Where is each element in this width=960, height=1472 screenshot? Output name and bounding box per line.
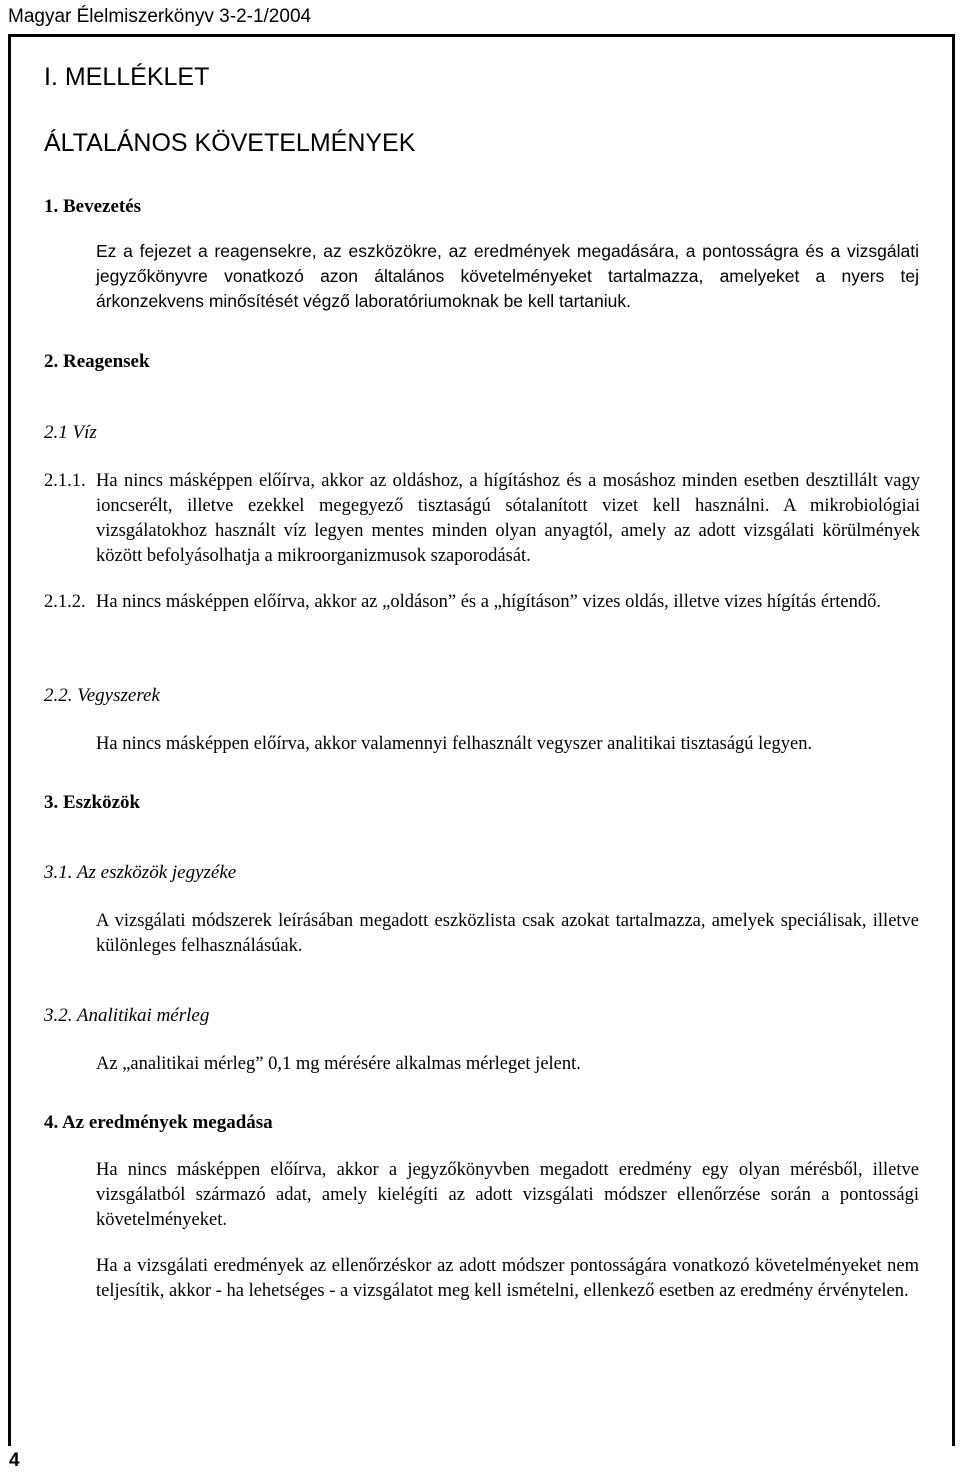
item-2-1-2-number: 2.1.2. bbox=[44, 592, 86, 612]
document-header-title: Magyar Élelmiszerkönyv 3-2-1/2004 bbox=[8, 6, 312, 27]
section-4-heading: 4. Az eredmények megadása bbox=[44, 1112, 273, 1133]
section-3-2-paragraph: Az „analitikai mérleg” 0,1 mg mérésére alkalmas mérleget jelent. bbox=[96, 1054, 581, 1074]
section-3-heading: 3. Eszközök bbox=[44, 792, 141, 813]
section-1-paragraph: Ez a fejezet a reagensekre, az eszközökre, az eredmények megadására, a pontosságra és a vizsgálati jegyzőkönyvre vonatkozó azon általános követelményeket tartalmazza, amelyeket a nyers tej árkonzekvens minősítését végző laboratóriumoknak be kell tartaniuk. bbox=[96, 241, 919, 311]
section-1-heading: 1. Bevezetés bbox=[44, 196, 142, 217]
section-3-1-paragraph: A vizsgálati módszerek leírásában megadott eszközlista csak azokat tartalmazza, amelyek speciálisak, illetve különleges felhasználásúak. bbox=[96, 911, 919, 956]
section-2-2-paragraph: Ha nincs másképpen előírva, akkor valamennyi felhasznált vegyszer analitikai tisztaságú legyen. bbox=[96, 734, 813, 754]
item-2-1-2 bbox=[44, 590, 920, 642]
item-2-1-2-text: Ha nincs másképpen előírva, akkor az „oldáson” és a „hígításon” vizes oldás, illetve vizes hígítás értendő. bbox=[96, 592, 881, 612]
section-3-1-heading: 3.1. Az eszközök jegyzéke bbox=[44, 862, 237, 883]
item-2-1-1 bbox=[44, 469, 920, 569]
section-2-2-heading: 2.2. Vegyszerek bbox=[44, 685, 160, 706]
section-2-1-heading: 2.1 Víz bbox=[44, 422, 97, 443]
section-4-paragraph-2: Ha a vizsgálati eredmények az ellenőrzéskor az adott módszer pontosságára vonatkozó követelményeket nem teljesítik, akkor - ha lehetséges - a vizsgálatot meg kell ismételni, ellenkező esetben az eredmény érvénytelen. bbox=[96, 1256, 919, 1301]
main-title: ÁLTALÁNOS KÖVETELMÉNYEK bbox=[44, 129, 416, 157]
item-2-1-1-text: Ha nincs másképpen előírva, akkor az oldáshoz, a hígításhoz és a mosáshoz minden esetben desztillált vagy ioncserélt, illetve ezekkel megegyező tisztaságú sótalanított vizet kell használni. A mikrobiológiai vizsgálatokhoz használt víz legyen mentes minden olyan anyagtól, amely az adott vizsgálati körülmények között befolyásolhatja a mikroorganizmusok szaporodását. bbox=[96, 471, 920, 566]
section-3-2-heading: 3.2. Analitikai mérleg bbox=[44, 1005, 210, 1026]
section-2-heading: 2. Reagensek bbox=[44, 351, 150, 372]
section-4-paragraph-1: Ha nincs másképpen előírva, akkor a jegyzőkönyvben megadott eredmény egy olyan mérésből, illetve vizsgálatból származó adat, amely kielégíti az adott vizsgálati módszer ellenőrzése során a pontossági követelményeket. bbox=[96, 1160, 919, 1230]
item-2-1-1-number: 2.1.1. bbox=[44, 471, 86, 491]
page-number: 4 bbox=[9, 1450, 20, 1471]
annex-title: I. MELLÉKLET bbox=[44, 63, 210, 91]
